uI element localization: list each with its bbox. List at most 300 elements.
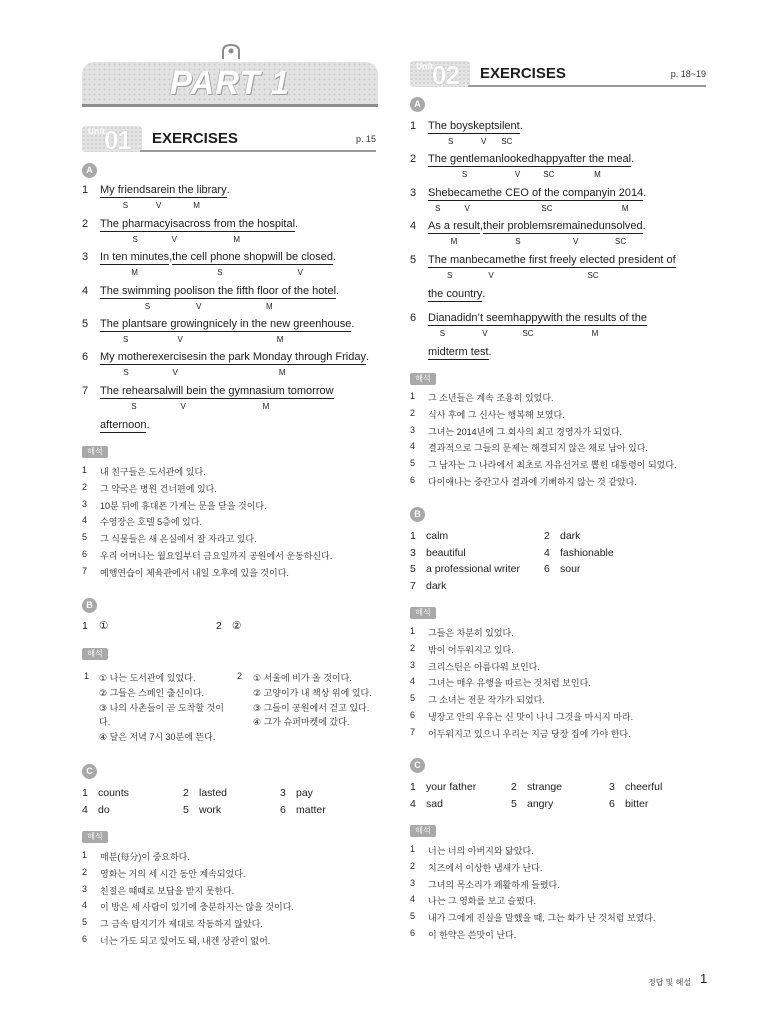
grammar-label: V	[172, 368, 178, 377]
translation-line: ① 서울에 비가 올 것이다.	[253, 673, 352, 683]
grammar-label: V	[177, 335, 183, 344]
labeled-phrase	[194, 285, 203, 311]
translation-line: 다.	[99, 717, 111, 728]
sentence-text: .	[226, 184, 230, 196]
translation-text: 그 식물들은 새 온실에서 잘 자라고 있다.	[100, 534, 257, 545]
translation-text: 10분 뒤에 휴대폰 가게는 문을 닫을 것이다.	[100, 500, 267, 511]
sentence-phrase: their problems	[483, 220, 553, 232]
unit2-c-translations	[410, 844, 706, 945]
sentence-line	[100, 184, 230, 210]
sentence-phrase: My mother	[100, 351, 152, 363]
unit-number: 01	[104, 125, 131, 155]
item-number: 3	[410, 187, 417, 199]
item-number: 4	[82, 285, 89, 297]
sentence-phrase: The rehearsal	[100, 385, 168, 397]
labeled-phrase	[428, 254, 472, 280]
sentence-phrase: became	[471, 254, 511, 266]
item-number: 3	[280, 787, 286, 799]
translation-row	[82, 532, 378, 549]
item-number: 3	[609, 781, 615, 793]
item-number: 3	[410, 659, 416, 670]
sentence-text: .	[631, 153, 635, 165]
translation-tag: 해석	[82, 648, 108, 660]
sentence-phrase: kept	[473, 120, 495, 132]
sentence-phrase: are growing	[151, 318, 209, 330]
item-number: 1	[82, 465, 88, 475]
answer-number: 1	[82, 620, 88, 632]
grammar-label: M	[193, 201, 200, 210]
translation-text: 너는 가도 되고 있어도 돼, 내겐 상관이 없어.	[100, 935, 271, 946]
translation-text: 예행연습이 체육관에서 내일 오후에 있을 것이다.	[100, 567, 289, 578]
sentence-phrase: the country	[428, 288, 483, 300]
item-number: 4	[82, 804, 88, 816]
item-number: 5	[82, 318, 89, 330]
item-number: 6	[410, 927, 416, 938]
translation-text: 그녀는 2014년에 그 회사의 최고 경영자가 되었다.	[428, 426, 623, 437]
sentence-phrase: unsolved	[598, 220, 643, 232]
item-number: 3	[82, 251, 89, 263]
grammar-label: SC	[541, 204, 553, 213]
labeled-phrase	[100, 285, 195, 311]
labeled-phrase	[483, 220, 553, 246]
item-number: 7	[82, 565, 88, 576]
sentence-line	[100, 285, 340, 311]
labeled-phrase	[513, 312, 543, 338]
sentence-phrase: She	[428, 187, 448, 199]
translation-row	[410, 458, 706, 475]
sentence-phrase: midterm test	[428, 346, 489, 358]
item-number: 2	[511, 781, 517, 793]
sentence-continuation	[100, 419, 150, 433]
sentence-phrase: became	[447, 187, 487, 199]
unit-01-header	[82, 126, 376, 156]
item-number: 1	[410, 530, 416, 542]
item-number: 6	[82, 933, 88, 944]
sentence-phrase: happy	[513, 312, 543, 324]
translation-row	[410, 911, 706, 928]
sentence-line	[100, 385, 334, 411]
exercise-sentence	[410, 187, 710, 217]
translation-row	[82, 515, 378, 532]
unit1-c-translations	[82, 850, 378, 951]
sentence-phrase: in the park Monday through Friday	[198, 351, 366, 363]
translation-line: ④ 달은 저녁 7시 30분에 뜬다.	[99, 732, 216, 743]
grammar-label: SC	[543, 170, 555, 179]
translation-text: 그들은 차분히 있었다.	[428, 628, 514, 638]
translation-text: 우리 어머니는 월요일부터 금요일까지 공원에서 운동하신다.	[100, 550, 333, 561]
answer-word: dark	[426, 580, 447, 593]
grammar-label: SC	[587, 271, 599, 280]
unit-label: Unit	[416, 62, 434, 71]
item-number: 5	[410, 911, 416, 922]
translation-text: 냉장고 안의 우유는 신 맛이 나니 그것을 마시지 마라.	[428, 711, 634, 722]
labeled-phrase	[150, 184, 167, 210]
translation-text: 이 한약은 쓴맛이 난다.	[428, 929, 517, 940]
item-number: 1	[410, 626, 416, 636]
translation-text: 식사 후에 그 신사는 행복해 보였다.	[428, 409, 565, 420]
translation-row	[410, 475, 706, 492]
labeled-phrase	[100, 318, 152, 344]
grammar-label: V	[482, 329, 488, 338]
translation-line: ③ 그들이 공원에서 걷고 있다.	[253, 702, 370, 713]
grammar-label: M	[276, 335, 284, 344]
item-number: 3	[410, 877, 416, 888]
sentence-line	[100, 351, 370, 377]
answer-word: pay	[296, 787, 313, 799]
item-number: 3	[410, 424, 416, 435]
item-number: 5	[511, 798, 517, 810]
grammar-label: M	[131, 268, 138, 277]
labeled-phrase	[100, 184, 151, 210]
labeled-phrase	[510, 254, 676, 280]
sentence-phrase: The man	[428, 254, 472, 266]
sentence-text: .	[146, 419, 150, 431]
translation-text: 나는 그 영화를 보고 슬펐다.	[428, 896, 537, 907]
sentence-phrase: remained	[552, 220, 599, 232]
translation-text: 어두워지고 있으니 우리는 지금 당장 집에 가야 한다.	[428, 728, 631, 739]
sentence-line	[428, 254, 676, 280]
translation-text: 결과적으로 그들의 문제는 해결되지 않은 채로 남아 있다.	[428, 443, 648, 454]
sentence-line	[428, 187, 647, 213]
item-number: 4	[82, 900, 88, 911]
labeled-phrase	[473, 120, 495, 146]
labeled-phrase	[428, 120, 474, 146]
translation-tag: 해석	[410, 373, 436, 385]
labeled-phrase	[552, 220, 599, 246]
item-number: 7	[410, 580, 416, 593]
item-number: 4	[544, 546, 550, 559]
sentence-text: .	[336, 285, 340, 297]
grammar-label: V	[572, 237, 579, 246]
sentence-line	[428, 220, 646, 246]
grammar-label: V	[297, 268, 303, 277]
sentence-phrase: the first freely elected president of	[510, 254, 676, 266]
grammar-label: V	[464, 204, 470, 213]
grammar-label: V	[196, 302, 202, 311]
translation-row	[410, 676, 706, 693]
sentence-text: .	[295, 218, 299, 230]
grammar-label: V	[488, 271, 494, 280]
unit-title: EXERCISES	[480, 65, 566, 82]
translation-group-number: 1	[84, 671, 90, 681]
sentence-phrase: will be closed	[267, 251, 333, 263]
item-number: 2	[544, 530, 550, 542]
translation-row	[410, 844, 706, 861]
labeled-phrase	[151, 318, 209, 344]
translation-row	[82, 850, 378, 867]
labeled-phrase	[198, 385, 334, 411]
translation-line: ③ 나의 사촌들이 곧 도착할 것이	[99, 702, 224, 713]
footer-label: 정답 및 해설	[648, 978, 692, 987]
part-title: PART 1	[169, 64, 291, 101]
exercise-sentence	[82, 385, 382, 437]
translation-text: 그녀의 목소리가 쾌활하게 들렸다.	[428, 879, 560, 890]
labeled-phrase	[486, 187, 608, 213]
labeled-phrase	[447, 187, 487, 213]
section-b-marker: B	[82, 598, 97, 613]
grammar-label: M	[450, 237, 458, 246]
labeled-phrase	[170, 218, 179, 244]
labeled-phrase	[428, 312, 457, 338]
section-a-marker: A	[410, 97, 425, 112]
section-c-marker: C	[410, 758, 425, 773]
item-number: 5	[82, 917, 88, 928]
sentence-line	[428, 120, 523, 146]
unit-divider	[140, 150, 376, 152]
grammar-label: V	[514, 170, 521, 179]
sentence-text: .	[365, 351, 370, 363]
translation-row	[410, 408, 706, 425]
item-number: 1	[410, 781, 416, 793]
item-number: 6	[410, 312, 417, 324]
sentence-phrase: The pharmacy	[100, 218, 171, 230]
section-b-marker: B	[410, 507, 425, 522]
labeled-phrase	[598, 220, 643, 246]
answer-word: angry	[527, 798, 554, 810]
answer-word: beautiful	[426, 546, 466, 559]
labeled-phrase	[607, 187, 644, 213]
translation-text: 영화는 거의 세 시간 동안 계속되었다.	[100, 868, 246, 879]
sentence-phrase: is	[194, 285, 203, 297]
answer-word: sour	[560, 563, 581, 576]
answer-word: calm	[426, 530, 449, 542]
translation-row	[410, 391, 706, 408]
item-number: 2	[410, 860, 416, 871]
sentence-phrase: The swimming pool	[100, 285, 195, 297]
translation-text: 이 방은 세 사람이 있기에 충분하지는 않을 것이다.	[100, 902, 294, 913]
translation-text: 매분(每分)이 중요하다.	[100, 852, 190, 862]
labeled-phrase	[563, 153, 632, 179]
grammar-label: V	[480, 137, 487, 146]
item-number: 2	[82, 218, 89, 230]
sentence-continuation	[428, 346, 492, 360]
grammar-label: M	[262, 402, 270, 411]
translation-row	[410, 626, 706, 643]
item-number: 5	[183, 804, 189, 816]
sentence-text: ,	[169, 251, 173, 263]
item-number: 5	[410, 563, 416, 576]
sentence-text: .	[519, 120, 523, 132]
grammar-label: S	[515, 237, 521, 246]
item-number: 1	[410, 844, 416, 854]
labeled-phrase	[100, 251, 170, 277]
exercise-sentence	[82, 184, 382, 214]
sentence-phrase: happy	[533, 153, 564, 165]
sentence-text: .	[482, 288, 486, 300]
item-number: 6	[410, 709, 416, 720]
translation-text: 내가 그에게 진실을 말했을 때, 그는 화가 난 것처럼 보였다.	[428, 913, 656, 924]
sentence-phrase: in the gymnasium tomorrow	[198, 385, 334, 397]
sentence-text: .	[333, 251, 337, 263]
unit-02-header	[410, 61, 706, 91]
sentence-phrase: The plants	[100, 318, 152, 330]
translation-row	[410, 727, 706, 744]
labeled-phrase	[494, 120, 520, 146]
exercise-sentence	[410, 120, 710, 150]
grammar-label: SC	[501, 137, 513, 146]
translation-tag: 해석	[410, 825, 436, 837]
translation-line: ④ 그가 슈퍼마켓에 갔다.	[253, 717, 350, 728]
sentence-phrase: My friends	[100, 184, 151, 196]
translation-row	[82, 482, 378, 499]
item-number: 1	[82, 787, 88, 799]
grammar-label: S	[122, 201, 129, 210]
unit-page-ref: p. 18~19	[670, 69, 706, 79]
sentence-phrase: will be	[167, 385, 199, 397]
unit-label: Unit	[88, 127, 106, 136]
page-number: 1	[700, 971, 708, 986]
labeled-phrase	[501, 153, 534, 179]
labeled-phrase	[543, 312, 647, 338]
sentence-phrase: Diana	[428, 312, 457, 324]
answer-word: counts	[98, 787, 129, 799]
translation-row	[410, 441, 706, 458]
grammar-label: S	[144, 302, 151, 311]
exercise-sentence	[410, 312, 710, 364]
item-number: 6	[410, 474, 416, 485]
grammar-label: M	[591, 329, 599, 338]
item-number: 2	[410, 642, 416, 653]
translation-text: 내 친구들은 도서관에 있다.	[100, 467, 206, 477]
translation-row	[410, 643, 706, 660]
translation-tag: 해석	[82, 446, 108, 458]
translation-text: 그 금속 탐지기가 제대로 작동하지 않았다.	[100, 919, 263, 930]
item-number: 5	[82, 532, 88, 543]
translation-text: 크리스틴은 아름다워 보인다.	[428, 661, 540, 672]
item-number: 3	[82, 883, 88, 894]
translation-line: ② 그들은 스페인 출신이다.	[99, 687, 205, 698]
grammar-label: V	[171, 235, 177, 244]
grammar-label: M	[278, 368, 286, 377]
unit1-a-translations	[82, 465, 378, 583]
item-number: 1	[82, 850, 88, 860]
item-number: 1	[82, 184, 89, 196]
translation-line: ② 고양이가 내 책상 위에 있다.	[253, 687, 372, 698]
sentence-phrase: silent	[494, 120, 520, 132]
sentence-text: .	[642, 220, 646, 232]
unit2-a-translations	[410, 391, 706, 492]
grammar-label: S	[439, 329, 446, 338]
item-number: 2	[82, 866, 88, 877]
sentence-phrase: after the meal	[563, 153, 632, 165]
sentence-phrase: on the fifth floor of the hotel	[202, 285, 337, 297]
item-number: 5	[410, 458, 416, 469]
exercise-sentence	[410, 254, 710, 306]
answer-word: sad	[426, 798, 443, 810]
sentence-phrase: didn’t seem	[456, 312, 514, 324]
exercise-sentence	[82, 285, 382, 315]
item-number: 7	[82, 385, 89, 397]
item-number: 5	[410, 254, 417, 266]
item-number: 6	[609, 798, 615, 810]
sentence-phrase: The boys	[428, 120, 474, 132]
labeled-phrase	[428, 220, 480, 246]
translation-row	[82, 549, 378, 566]
sentence-phrase: In ten minutes	[100, 251, 170, 263]
unit-divider	[468, 85, 706, 87]
labeled-phrase	[533, 153, 564, 179]
translation-text: 그녀는 매우 유행을 따르는 것처럼 보인다.	[428, 678, 591, 689]
item-number: 4	[410, 894, 416, 905]
sentence-phrase: are	[150, 184, 167, 196]
labeled-phrase	[456, 312, 514, 338]
translation-row	[410, 928, 706, 945]
item-number: 3	[82, 498, 88, 509]
item-number: 2	[410, 407, 416, 418]
sentence-line	[100, 318, 355, 344]
item-number: 6	[544, 563, 550, 576]
labeled-phrase	[267, 251, 333, 277]
labeled-phrase	[428, 187, 448, 213]
labeled-phrase	[471, 254, 511, 280]
labeled-phrase	[100, 385, 168, 411]
item-number: 4	[410, 441, 416, 452]
sentence-continuation	[428, 288, 485, 302]
translation-row	[82, 566, 378, 583]
item-number: 1	[410, 391, 416, 401]
translation-row	[410, 878, 706, 895]
sentence-phrase: exercises	[151, 351, 199, 363]
answer-word: do	[98, 804, 110, 816]
translation-text: 그 소년들은 계속 조용히 있었다.	[428, 393, 554, 403]
translation-text: 치즈에서 이상한 냄새가 난다.	[428, 862, 543, 873]
translation-row	[410, 693, 706, 710]
grammar-label: S	[435, 204, 441, 213]
labeled-phrase	[172, 251, 268, 277]
translation-row	[410, 660, 706, 677]
translation-row	[82, 867, 378, 884]
grammar-label: S	[131, 402, 137, 411]
labeled-phrase	[166, 184, 227, 210]
labeled-phrase	[208, 318, 352, 344]
sentence-phrase: is	[170, 218, 179, 230]
grammar-label: S	[123, 368, 129, 377]
item-number: 2	[82, 481, 88, 492]
translation-row	[410, 710, 706, 727]
sentence-line	[100, 251, 337, 277]
translation-line: ① 나는 도서관에 있었다.	[99, 673, 196, 683]
sentence-phrase: with the results of the	[543, 312, 647, 324]
translation-row	[82, 465, 378, 482]
translation-row	[410, 425, 706, 442]
answer-word: dark	[560, 530, 581, 542]
grammar-label: S	[217, 268, 223, 277]
grammar-label: S	[462, 170, 468, 179]
sentence-line	[100, 218, 299, 244]
translation-group-number: 2	[237, 671, 243, 681]
exercise-sentence	[82, 318, 382, 348]
unit-number: 02	[432, 60, 459, 90]
item-number: 2	[410, 153, 417, 165]
sentence-phrase: across from the hospital	[178, 218, 296, 230]
answer-choice: ②	[232, 620, 242, 632]
sentence-text: .	[643, 187, 647, 199]
translation-text: 친절은 때때로 보답을 받지 못한다.	[100, 885, 235, 896]
item-number: 4	[410, 676, 416, 687]
answer-word: strange	[527, 781, 563, 793]
sentence-phrase: in the library	[166, 184, 227, 196]
answer-word: your father	[426, 781, 477, 793]
answer-word: work	[199, 804, 222, 816]
section-a-marker: A	[82, 163, 97, 178]
grammar-label: SC	[522, 329, 534, 338]
unit-page-ref: p. 15	[355, 134, 376, 144]
labeled-phrase	[198, 351, 366, 377]
answer-word: a professional writer	[426, 563, 520, 576]
grammar-label: M	[233, 235, 240, 244]
grammar-label: S	[132, 235, 138, 244]
translation-text: 밖이 어두워지고 있다.	[428, 644, 514, 655]
